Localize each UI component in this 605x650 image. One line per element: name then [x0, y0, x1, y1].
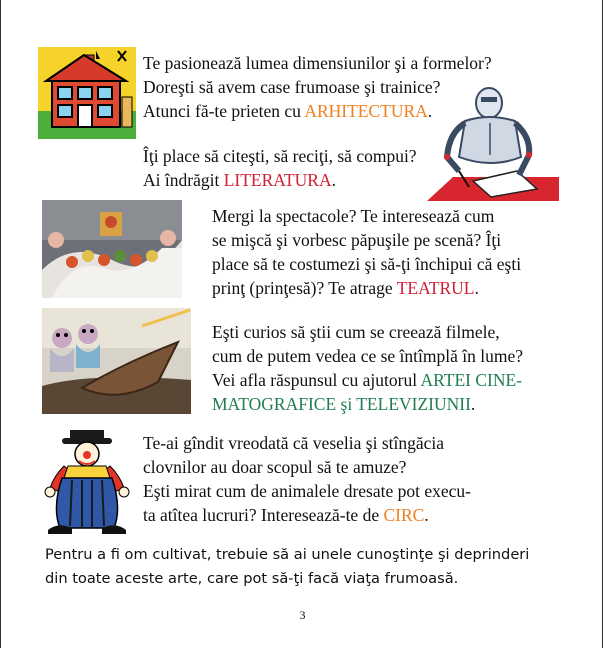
circus-line-2: clovnilor au doar scopul să te amuze?	[143, 457, 407, 477]
closing-line-1: Pentru a fi om cultivat, trebuie să ai unele cunoştinţe şi deprinderi	[45, 546, 530, 563]
circus-line-1: Te-ai gîndit vreodată că veselia şi stîngăcia	[143, 433, 445, 453]
literature-line-2	[143, 168, 443, 192]
cinema-line-1: Eşti curios să ştii cum se creează filmele,	[212, 322, 500, 342]
puppet-theatre-photo	[42, 200, 182, 298]
literature-line-2-text: Ai îndrăgit	[143, 170, 224, 190]
cinema-line-4	[212, 392, 577, 416]
architecture-line-3-text: Atunci fă-te prieten cu	[143, 101, 305, 121]
architecture-paragraph	[143, 51, 563, 123]
circus-line-4-text: ta atîtea lucruri? Interesează-te de	[143, 505, 384, 525]
literature-keyword: LITERATURA	[223, 170, 332, 190]
architecture-line-1: Te pasionează lumea dimensiunilor şi a formelor?	[143, 53, 492, 73]
architecture-suffix: .	[427, 101, 433, 121]
cinema-keyword-part-2: MATOGRAFICE şi TELEVIZIUNII	[212, 394, 471, 414]
theatre-line-3: place să te costumezi şi să-ţi închipui că eşti	[212, 254, 522, 274]
theatre-line-4-text: prinţ (prinţesă)? Te atrage	[212, 278, 397, 298]
cinema-keyword-part-1: ARTEI CINE-	[420, 370, 522, 390]
cinema-suffix: .	[470, 394, 476, 414]
literature-suffix: .	[331, 170, 336, 190]
literature-line-1: Îţi place să citeşti, să reciţi, să compui?	[143, 146, 417, 166]
theatre-line-1: Mergi la spectacole? Te interesează cum	[212, 206, 495, 226]
circus-suffix: .	[424, 505, 429, 525]
circus-paragraph	[143, 431, 563, 527]
closing-paragraph	[45, 543, 575, 591]
cinema-line-3-text: Vei afla răspunsul cu ajutorul	[212, 370, 421, 390]
architecture-line-3	[143, 99, 563, 123]
architecture-keyword: ARHITECTURA	[304, 101, 428, 121]
clown-illustration	[42, 426, 132, 538]
theatre-keyword: TEATRUL	[396, 278, 475, 298]
theatre-paragraph	[212, 204, 572, 300]
cinema-paragraph	[212, 320, 577, 416]
closing-line-2: din toate aceste arte, care pot să-ţi facă viaţa frumoasă.	[45, 570, 459, 587]
circus-line-3: Eşti mirat cum de animalele dresate pot execu-	[143, 481, 471, 501]
architecture-line-2: Doreşti să avem case frumoase şi trainice?	[143, 77, 441, 97]
cinema-line-2: cum de putem vedea ce se întîmplă în lume?	[212, 346, 524, 366]
house-illustration	[38, 47, 136, 139]
cinema-line-3	[212, 368, 577, 392]
theatre-line-2: se mişcă şi vorbesc păpuşile pe scenă? Îţi	[212, 230, 502, 250]
circus-keyword: CIRC	[383, 505, 425, 525]
theatre-line-4	[212, 276, 572, 300]
circus-line-4	[143, 503, 563, 527]
literature-paragraph	[143, 144, 443, 192]
theatre-suffix: .	[474, 278, 479, 298]
cartoon-film-still	[42, 308, 191, 414]
page-number: 3	[299, 608, 306, 622]
